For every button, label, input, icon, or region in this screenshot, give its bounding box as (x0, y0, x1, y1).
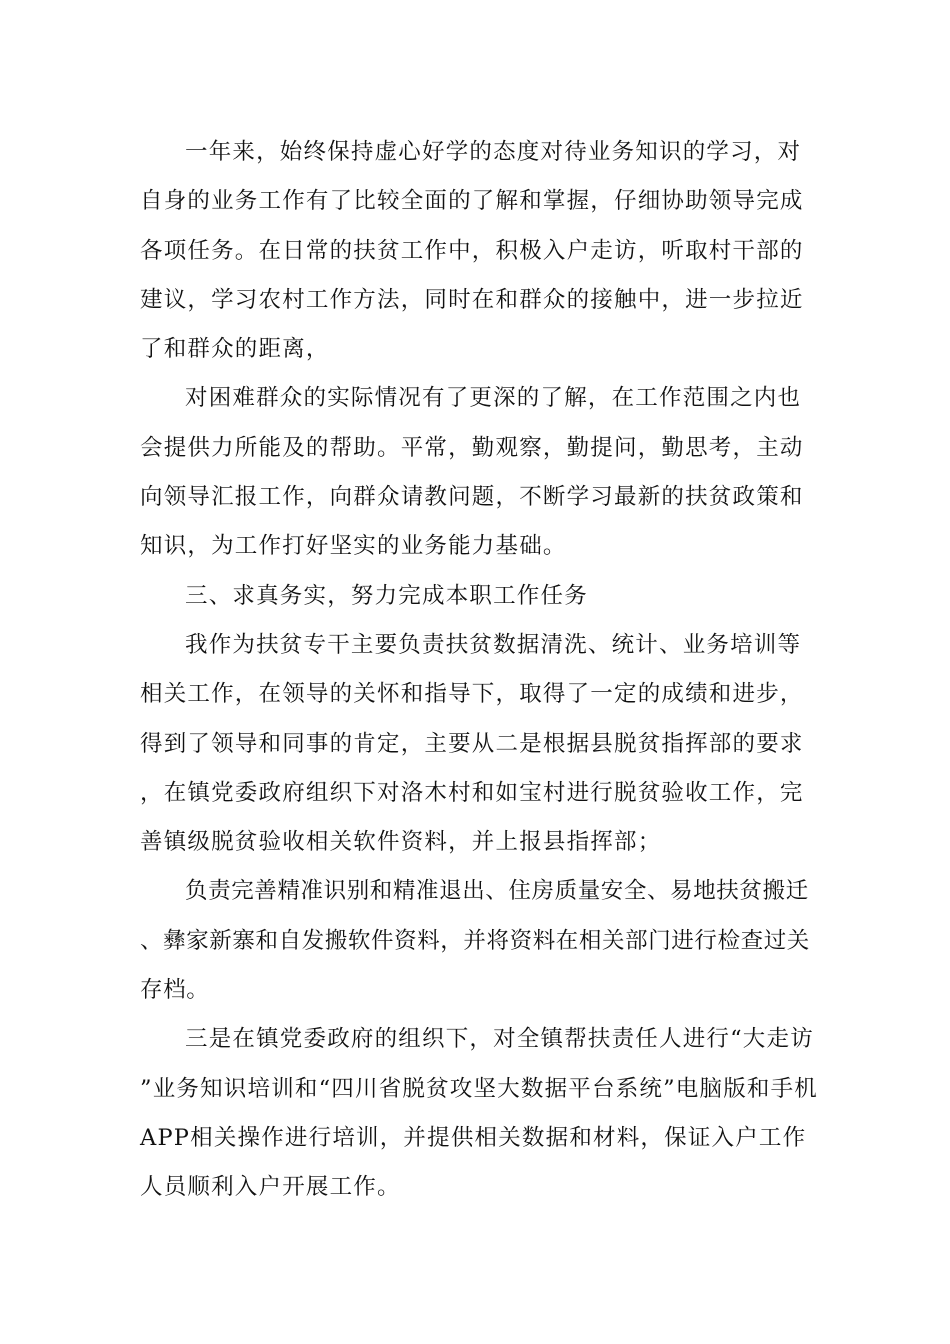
paragraph-4: 负责完善精准识别和精准退出、住房质量安全、易地扶贫搬迁、彝家新寨和自发搬软件资料，并将资料在相关部门进行检查过关存档。 (140, 878, 810, 1004)
paragraph-1: 一年来，始终保持虚心好学的态度对待业务知识的学习，对自身的业务工作有了比较全面的了解和掌握，仔细协助领导完成各项任务。在日常的扶贫工作中，积极入户走访，听取村干部的建议，学习农村工作方法，同时在和群众的接触中，进一步拉近了和群众的距离， (140, 139, 804, 363)
paragraph-2: 对困难群众的实际情况有了更深的了解，在工作范围之内也会提供力所能及的帮助。平常，勤观察，勤提问，勤思考，主动向领导汇报工作，向群众请教问题，不断学习最新的扶贫政策和知识，为工作打好坚实的业务能力基础。 (140, 385, 804, 560)
document-body (140, 128, 820, 1213)
paragraph-5: 三是在镇党委政府的组织下，对全镇帮扶责任人进行“大走访”业务知识培训和“四川省脱贫攻坚大数据平台系统”电脑版和手机APP相关操作进行培训，并提供相关数据和材料，保证入户工作人员顺利入户开展工作。 (140, 1026, 819, 1201)
paragraph-3: 我作为扶贫专干主要负责扶贫数据清洗、统计、业务培训等相关工作，在领导的关怀和指导下，取得了一定的成绩和进步，得到了领导和同事的肯定，主要从二是根据县脱贫指挥部的要求，在镇党委政府组织下对洛木村和如宝村进行脱贫验收工作，完善镇级脱贫验收相关软件资料，并上报县指挥部； (140, 631, 804, 856)
section-heading: 三、求真务实，努力完成本职工作任务 (185, 582, 588, 609)
